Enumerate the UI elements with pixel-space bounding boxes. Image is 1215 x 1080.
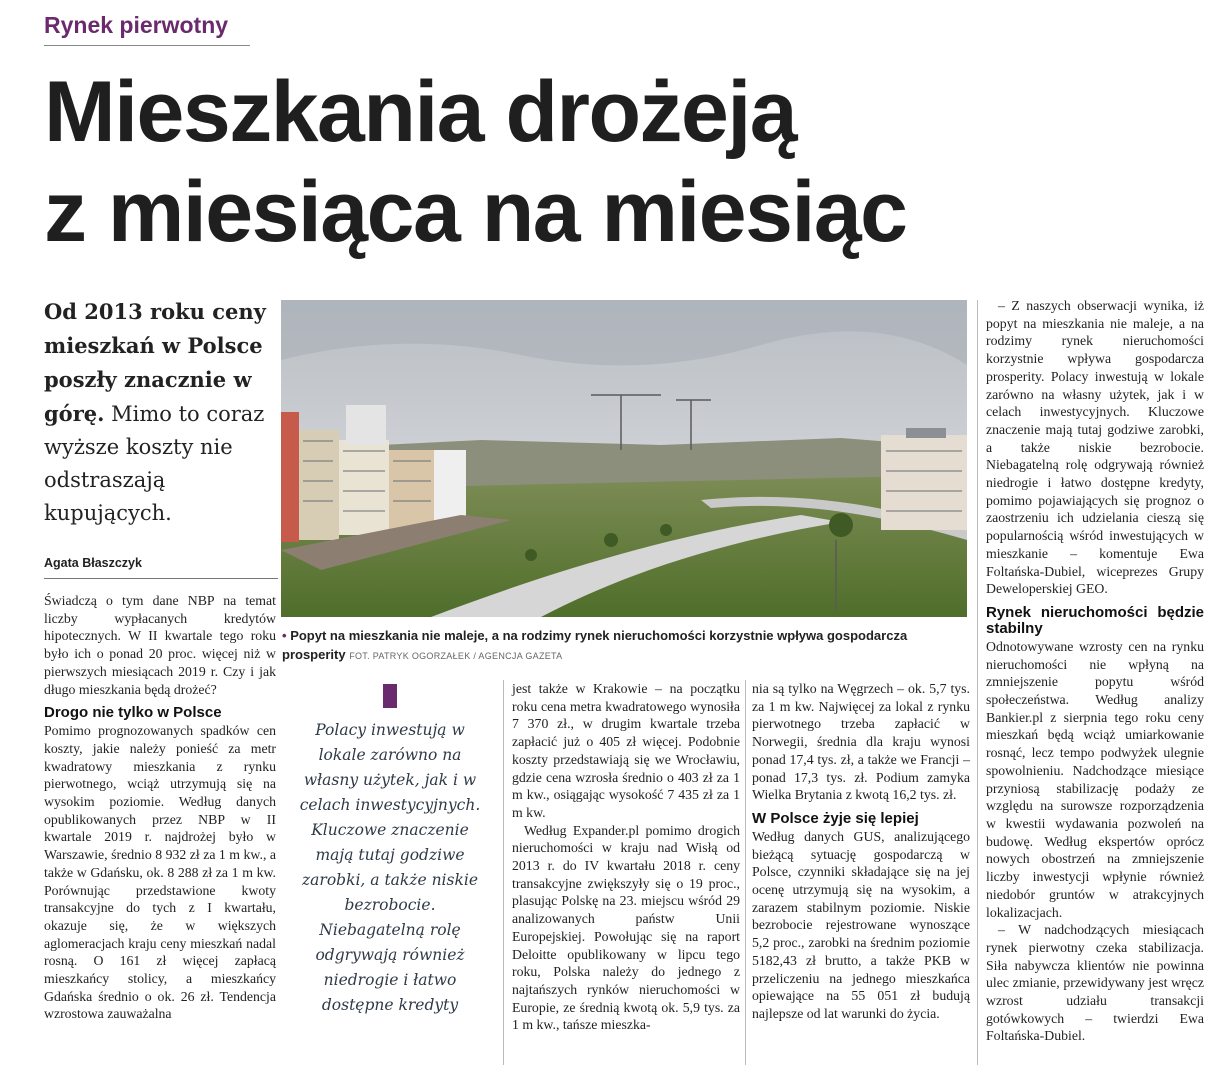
column-divider bbox=[503, 680, 504, 1065]
section-divider bbox=[44, 45, 250, 46]
column-divider bbox=[745, 680, 746, 1065]
pull-quote: Polacy inwestują w lokale zarówno na własny użytek, jak i w celach inwestycyjnych. Kluczowe znaczenie mają tutaj godziwe zarobki, a także niskie bezrobocie. Niebagatelną rolę odgrywają również niedrogie i łatwo dostępne kredyty bbox=[299, 721, 481, 1014]
lead-normal: Mimo to coraz wyższe koszty nie odstraszają kupujących. bbox=[44, 402, 265, 525]
paragraph: Pomimo prognozowanych spadków cen koszty, jakie należy ponieść za metr kwadratowy mieszkania z rynku pierwotnego, wciąż utrzymują się na wysokim poziomie. Według danych opublikowanych przez NBP w II kwartale 2019 r. najdrożej było w Warszawie, średnio 8 932 zł za 1 m kw., a także w Gdańsku, ok. 8 288 zł za 1 m kw. Porównując przedstawione kwoty transakcyjne do tych z I kwartału, okazuje się, że w większych aglomeracjach kraju ceny mieszkań nadal rosną. O 161 zł więcej zapłacą mieszkańcy stolicy, a mieszkańcy Gdańska średnio o ok. 26 zł. Tendencja wzrostowa zauważalna bbox=[44, 723, 276, 1022]
paragraph: Według Expander.pl pomimo drogich nieruchomości w kraju nad Wisłą od 2013 r. do IV kwartału 2018 r. ceny transakcyjne zwiększyły się o 19 proc., plasując Polskę na 23. miejscu wśród 29 analizowanych państw Unii Europejskiej. Powołując się na raport Deloitte opublikowany w lipcu tego roku, Polska należy do jednego z najtańszych rynków nieruchomości w Europie, ze średnią kwotą ok. 5,9 tys. za 1 m kw., tańsze mieszka- bbox=[512, 822, 740, 1033]
photo-caption bbox=[282, 626, 972, 666]
paragraph: – Z naszych obserwacji wynika, iż popyt na mieszkania nie maleje, a na rodzimy rynek nieruchomości korzystnie wpływa gospodarcza prosperity. Polacy inwestują w lokale zarówno na własny użytek, jak i w celach inwestycyjnych. Kluczowe znaczenie mają tutaj godziwe zarobki, a także niskie bezrobocie. Niebagatelną rolę odgrywają również niedrogie i łatwo dostępne kredyty, pomimo pojawiających się prognoz o zaostrzeniu ich udzielania cieszą się popularnością wśród inwestujących w mieszkanie – komentuje Ewa Foltańska-Dubiel, wiceprezes Grupy Deweloperskiej GEO. bbox=[986, 298, 1204, 597]
subheading-drogo: Drogo nie tylko w Polsce bbox=[44, 704, 222, 722]
photo-estate-image bbox=[281, 300, 967, 617]
subheading-w-polsce: W Polsce żyje się lepiej bbox=[752, 809, 919, 827]
photo-credit: FOT. PATRYK OGORZAŁEK / AGENCJA GAZETA bbox=[349, 651, 563, 661]
paragraph: Według danych GUS, analizującego bieżącą sytuację gospodarczą w Polsce, czynniki składające się na jej ocenę utrzymują się na wysokim, a zarazem stabilnym poziomie. Niskie bezrobocie rejestrowane wynoszące 5,2 proc., zarobki na średnim poziomie 5182,43 zł brutto, a także PKB w przeliczeniu na jednego mieszkańca opiewające na 55 051 zł budują najlepsze od lat warunki do życia. bbox=[752, 828, 970, 1021]
paragraph: – W nadchodzących miesiącach rynek pierwotny czeka stabilizacja. Siła nabywcza klientów nie powinna ulec zmianie, przewidywany jest wręcz wzrost udziału transakcji gotówkowych – twierdzi Ewa Foltańska-Dubiel. bbox=[986, 922, 1204, 1044]
paragraph: jest także w Krakowie – na początku roku cena metra kwadratowego wynosiła 7 370 zł., w drugim kwartale trzeba zapłacić już o 405 zł więcej. Podobnie koszty przedstawiają się we Wrocławiu, gdzie cena wzrosła średnio o 403 zł za 1 m kw., osiągając wysokość 7 435 zł za 1 m kw. bbox=[512, 681, 740, 820]
article-column-4 bbox=[752, 680, 970, 1023]
caption-bullet-icon: • bbox=[282, 628, 287, 643]
paragraph: Odnotowywane wzrosty cen na rynku nieruchomości nie wpłyną na zmniejszenie popytu wśród społeczeństwa. Według analizy Bankier.pl z sierpnia tego roku ceny mieszkań będą wciąż umiarkowanie rosnąć, lecz tempo podwyżek ulegnie spowolnieniu. Nadchodzące miesiące przyniosą stabilizację podaży ze względu na surowsze rozporządzenia w kwestii wydawania pozwoleń na budowę. Według ekspertów oprócz nowych obostrzeń na zmniejszenie liczby inwestycji wpłynie również niedobór gruntów w atrakcyjnych lokalizacjach. bbox=[986, 638, 1204, 920]
article-column-1 bbox=[44, 592, 276, 1023]
paragraph: Świadczą o tym dane NBP na temat liczby wypłacanych kredytów hipotecznych. W II kwartale tego roku było ich o ponad 20 proc. więcej niż w pierwszych miesiącach 2019 r. Czy i jak długo mieszkania będą drożeć? bbox=[44, 593, 276, 697]
article-column-3 bbox=[512, 680, 740, 1034]
author-divider bbox=[44, 578, 278, 579]
quote-mark-icon bbox=[383, 684, 397, 708]
headline-line-2: z miesiąca na miesiąc bbox=[44, 164, 907, 260]
article-photo bbox=[281, 300, 967, 617]
lead-paragraph bbox=[44, 295, 270, 530]
headline bbox=[44, 62, 1204, 262]
caption-text: Popyt na mieszkania nie maleje, a na rodzimy rynek nieruchomości korzystnie wpływa gospodarcza prosperity bbox=[282, 628, 908, 662]
author-byline: Agata Błaszczyk bbox=[44, 556, 142, 570]
column-divider bbox=[977, 300, 978, 1065]
headline-line-1: Mieszkania drożeją bbox=[44, 64, 797, 160]
article-column-5 bbox=[986, 297, 1204, 1045]
section-label: Rynek pierwotny bbox=[44, 12, 229, 38]
subheading-rynek: Rynek nieruchomości będzie stabilny bbox=[986, 603, 1204, 637]
paragraph: nia są tylko na Węgrzech – ok. 5,7 tys. za 1 m kw. Najwięcej za lokal z rynku pierwotnego trzeba zapłacić w Norwegii, średnia dla kraju wynosi ponad 17,4 tys. zł, a także we Francji – ponad 17,3 tys. zł. Podium zamyka Wielka Brytania z kwotą 16,2 tys. zł. bbox=[752, 681, 970, 803]
lead-bold: Od 2013 roku ceny mieszkań w Polsce poszły znacznie w górę. bbox=[44, 299, 266, 426]
